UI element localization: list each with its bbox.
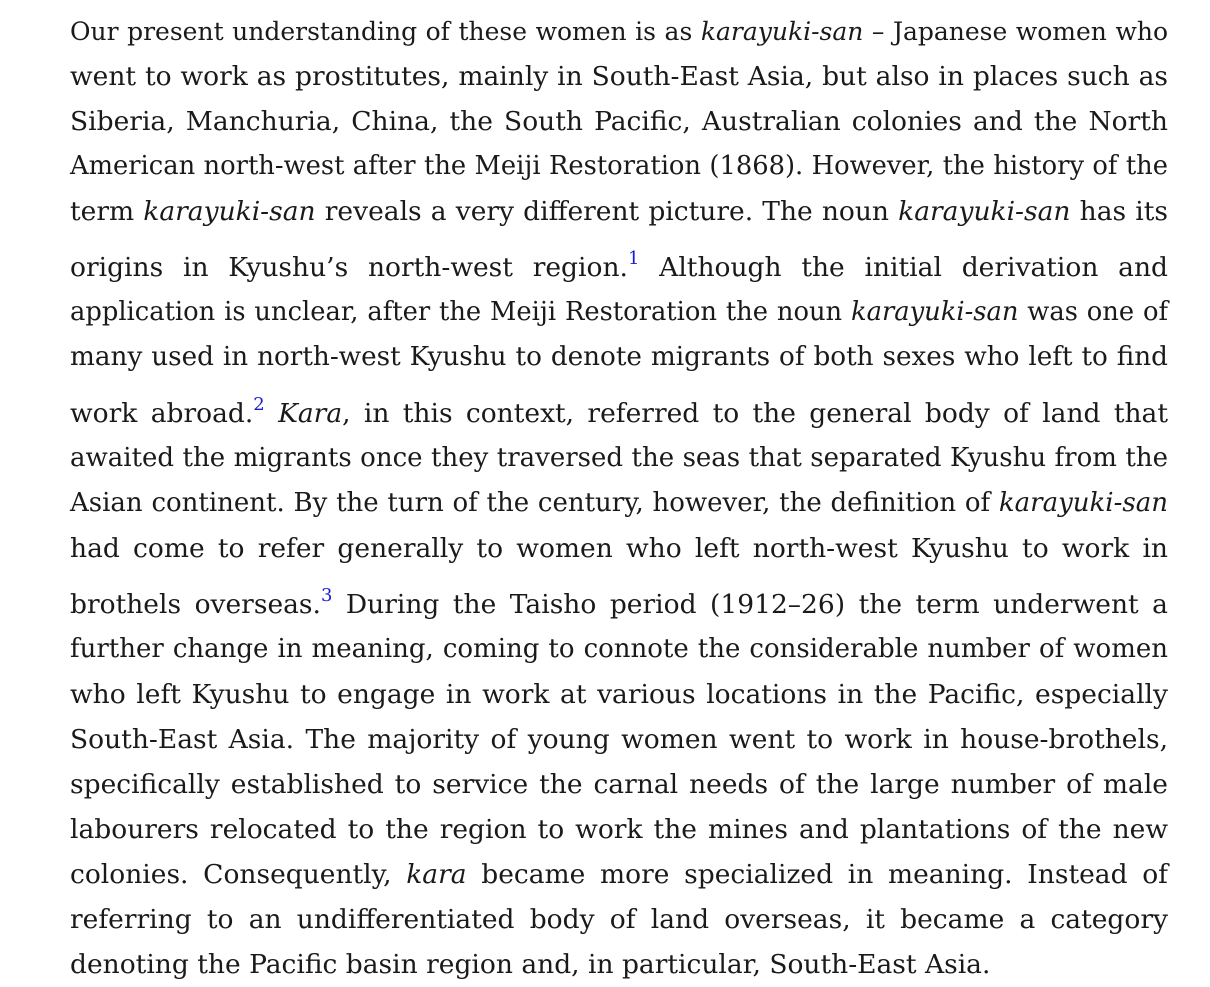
text-line: many used in north-west Kyushu to denote migrants of both sexes who left to find (70, 342, 1168, 372)
text-line: origins in Kyushu’s north-west region.$^1$ Although the initial derivation and (70, 248, 1169, 283)
text-line: South-East Asia. The majority of young women went to work in house-brothels, (70, 724, 1168, 755)
footnote-link-2[interactable]: 2 (253, 394, 265, 415)
text-line: American north-west after the Meiji Restoration (1868). However, the history of the (70, 151, 1168, 181)
text-line: term karayuki-san reveals a very different picture. The noun karayuki-san has its (70, 196, 1168, 227)
text-line: awaited the migrants once they traversed the seas that separated Kyushu from the (70, 443, 1168, 473)
text-line: Siberia, Manchuria, China, the South Pacific, Australian colonies and the North (70, 106, 1168, 137)
italic-term: kara (406, 859, 467, 890)
text-line: denoting the Pacific basin region and, in particular, South-East Asia. (70, 949, 991, 980)
footnote-link-3[interactable]: 3 (320, 585, 333, 606)
text-line: who left Kyushu to engage in work at various locations in the Pacific, especially (70, 679, 1168, 710)
text-line: brothels overseas.$^3$ During the Taisho period (1912–26) the term underwent a (70, 585, 1168, 620)
text-line: went to work as prostitutes, mainly in South-East Asia, but also in places such as (70, 61, 1168, 92)
italic-term: karayuki-san (850, 297, 1019, 327)
text-line: further change in meaning, coming to connote the considerable number of women (70, 634, 1168, 664)
italic-term: karayuki-san (700, 17, 864, 46)
text-line: labourers relocated to the region to work the mines and plantations of the new (70, 814, 1168, 845)
italic-term: Kara (278, 398, 343, 429)
footnote-link-1[interactable]: 1 (627, 248, 640, 269)
italic-term: karayuki-san (143, 196, 316, 227)
italic-term: karayuki-san (998, 488, 1168, 518)
text-line: work abroad.$^2$ Kara, in this context, referred to the general body of land that (70, 394, 1168, 429)
text-line: had come to refer generally to women who left north-west Kyushu to work in (70, 533, 1168, 564)
text-line: referring to an undifferentiated body of land overseas, it became a category (70, 904, 1168, 935)
text-line: Our present understanding of these women is as karayuki-san – Japanese women who (70, 17, 1168, 46)
text-line: colonies. Consequently, kara became more specialized in meaning. Instead of (70, 859, 1168, 890)
body-paragraph (70, 9, 1168, 987)
italic-term: karayuki-san (898, 196, 1071, 227)
text-line: application is unclear, after the Meiji Restoration the noun karayuki-san was one of (70, 297, 1168, 327)
text-line: Asian continent. By the turn of the century, however, the definition of karayuki-san (70, 488, 1168, 518)
text-line: specifically established to service the carnal needs of the large number of male (70, 769, 1168, 800)
